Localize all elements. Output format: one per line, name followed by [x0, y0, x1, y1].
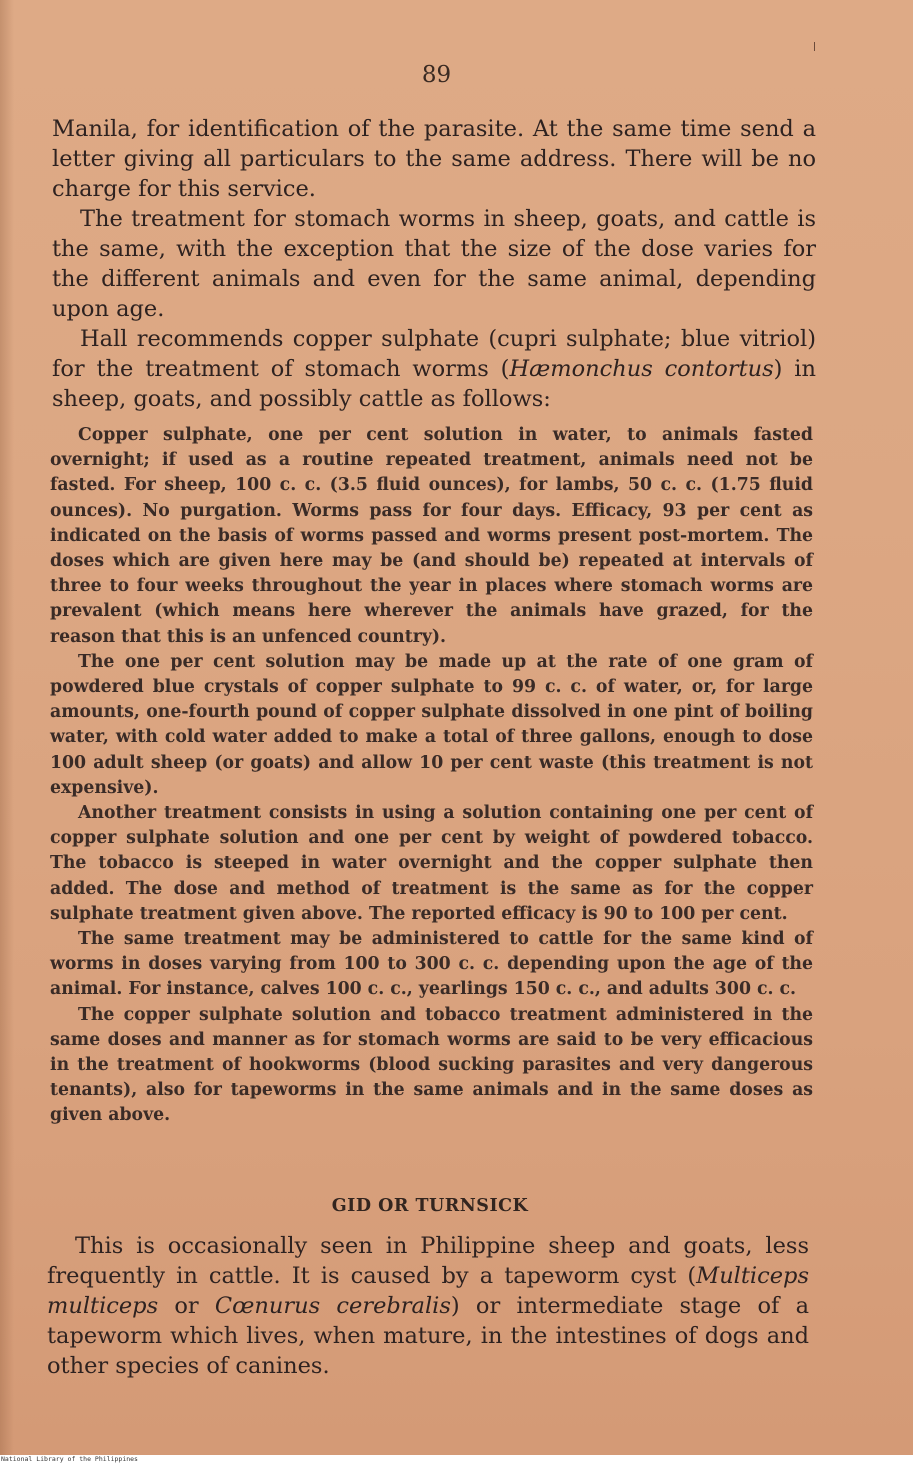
paragraph-gid [47, 1231, 809, 1381]
quoted-treatment [50, 423, 813, 1129]
small-paragraph-solution: The one per cent solution may be made up at the rate of one gram of powdered blue crystals of copper sulphate to 99 c. c. of water, or, for large amounts, one-fourth pound of copper sulphate dissolved in one pint of boiling water, with cold water added to make a total of three gallons, enough to dose 100 adult sheep (or goats) and allow 10 per cent waste (this treatment is not expensive). [50, 651, 813, 798]
gid-text [47, 1231, 809, 1381]
paragraph-manila: Manila, for identification of the parasite. At the same time send a letter giving all particulars to the same address. There will be no charge for this service. [52, 116, 816, 202]
gid-species-1: Multiceps multiceps [47, 1263, 809, 1319]
paragraph-treatment: The treatment for stomach worms in sheep, goats, and cattle is the same, with the exception that the size of the dose varies for the different animals and even for the same animal, depending upon age. [52, 206, 816, 322]
small-paragraph-tobacco: Another treatment consists in using a solution containing one per cent of copper sulphate solution and one per cent by weight of powdered tobacco. The tobacco is steeped in water overnight and the copper sulphate then added. The dose and method of treatment is the same as for the copper sulphate treatment given above. The reported efficacy is 90 to 100 per cent. [50, 803, 813, 924]
section-heading: GID OR TURNSICK [331, 1196, 529, 1216]
gid-text-3: ) or intermediate stage of a tapeworm which lives, when mature, in the intestines of dogs and other species of canines. [47, 1293, 810, 1379]
page-number: 89 [421, 62, 452, 88]
footer-strip [0, 1455, 913, 1463]
hall-text-after: ) in sheep, goats, and possibly cattle as follows: [52, 356, 816, 412]
margin-mark [814, 42, 815, 51]
gid-text-2: or [158, 1293, 215, 1319]
paragraph-hall [52, 324, 816, 414]
hall-text-before: Hall recommends copper sulphate (cupri sulphate; blue vitriol) for the treatment of stomach worms ( [52, 326, 816, 382]
library-credit: National Library of the Philippines [1, 1455, 138, 1463]
intro-text [52, 114, 816, 414]
small-paragraph-cattle: The same treatment may be administered to cattle for the same kind of worms in doses varying from 100 to 300 c. c. depending upon the age of the animal. For instance, calves 100 c. c., yearlings 150 c. c., and adults 300 c. c. [50, 929, 813, 1000]
small-paragraph-dose: Copper sulphate, one per cent solution in water, to animals fasted overnight; if used as a routine repeated treatment, animals need not be fasted. For sheep, 100 c. c. (3.5 fluid ounces), for lambs, 50 c. c. (1.75 fluid ounces). No purgation. Worms pass for four days. Efficacy, 93 per cent as indicated on the basis of worms passed and worms present post-mortem. The doses which are given here may be (and should be) repeated at intervals of three to four weeks throughout the year in places where stomach worms are prevalent (which means here wherever the animals have grazed, for the reason that this is an unfenced country). [50, 425, 813, 647]
gid-text-1: This is occasionally seen in Philippine sheep and goats, less frequently in cattle. It is caused by a tapeworm cyst ( [47, 1233, 809, 1289]
gid-species-2: Cœnurus cerebralis [214, 1293, 451, 1319]
hall-species: Hæmonchus contortus [509, 356, 774, 382]
small-paragraph-hookworms: The copper sulphate solution and tobacco treatment administered in the same doses and manner as for stomach worms are said to be very efficacious in the treatment of hookworms (blood sucking parasites and very dangerous tenants), also for tapeworms in the same animals and in the same doses as given above. [50, 1004, 813, 1126]
